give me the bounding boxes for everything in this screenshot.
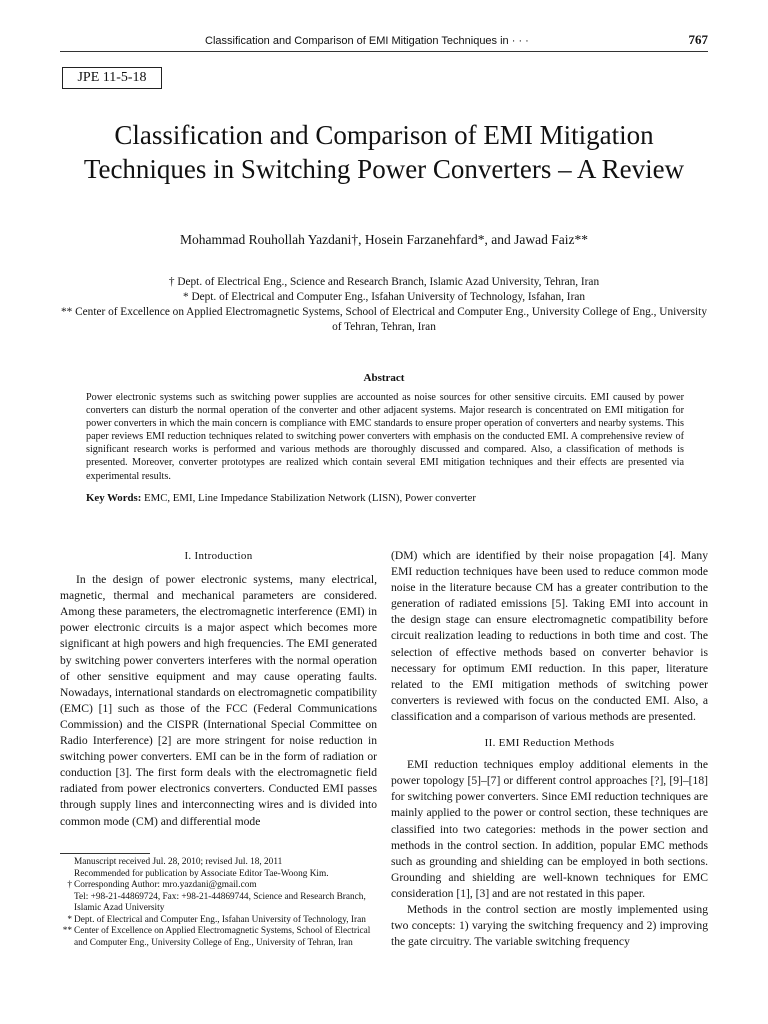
footnote: Tel: +98-21-44869724, Fax: +98-21-44869744, Science and Research Branch, Islamic Azad University bbox=[74, 891, 366, 913]
footnotes bbox=[60, 857, 377, 949]
affiliations bbox=[60, 275, 708, 335]
abstract-heading: Abstract bbox=[363, 372, 405, 384]
paper-title: Classification and Comparison of EMI Mitigation Techniques in Switching Power Converters – A Review bbox=[83, 120, 685, 184]
left-column bbox=[60, 548, 377, 830]
emi-methods-paragraph-1: EMI reduction techniques employ additional elements in the power topology [5]–[7] or different control approaches [?], [9]–[18] for switching power converters. Since EMI reduction techniques are mainly applied to the power or control section, these techniques are classified into two categories: methods in the power section and methods in the control section. In addition, popular EMC methods such as grounding and shielding can be employed in both sections. Grounding and shielding are well-known techniques for EMC consideration [1], [3] and are not restated in this paper. bbox=[391, 758, 708, 900]
intro-paragraph-continued: (DM) which are identified by their noise propagation [4]. Many EMI reduction techniques have been used to reduce common mode noise in the literature because CM has a greater contribution to the generation of radiated emissions [5]. Taking EMI into account in the design stage can ensure electromagnetic compatibility before circuit realization leading to reductions in both time and cost. The selection of effective methods based on converter behavior is necessary for optimum EMI reduction. In this paper, literature related to the EMI mitigation methods of switching power converters is reviewed with focus on the conducted EMI. Also, a classification and a comparison of various methods are presented. bbox=[391, 549, 708, 723]
footnote-rule bbox=[60, 853, 150, 854]
section-heading-emi-reduction: II. EMI Reduction Methods bbox=[484, 737, 615, 750]
running-title: Classification and Comparison of EMI Mitigation Techniques in · · · bbox=[205, 35, 529, 47]
affiliation-3: ** Center of Excellence on Applied Electromagnetic Systems, School of Electrical and Computer Eng., University College of Eng., University of Tehran, Tehran, Iran bbox=[61, 306, 707, 333]
affiliation-1: † Dept. of Electrical Eng., Science and Research Branch, Islamic Azad University, Tehran, Iran bbox=[168, 276, 600, 288]
emi-methods-paragraph-2: Methods in the control section are mostly implemented using two concepts: 1) varying the switching frequency and 2) improving the gate circuitry. The variable switching frequency bbox=[391, 902, 708, 949]
footnote: † Corresponding Author: mro.yazdani@gmail.com bbox=[67, 880, 257, 890]
page-number: 767 bbox=[688, 32, 708, 47]
keywords-text: EMC, EMI, Line Impedance Stabilization Network (LISN), Power converter bbox=[144, 492, 476, 504]
footnote: ** Center of Excellence on Applied Electromagnetic Systems, School of Electrical and Computer Eng., University College of Eng., University of Tehran, Iran bbox=[62, 926, 371, 948]
keywords-label: Key Words: bbox=[86, 492, 142, 504]
footnote: Manuscript received Jul. 28, 2010; revised Jul. 18, 2011 bbox=[74, 857, 283, 867]
footnote: * Dept. of Electrical and Computer Eng., Isfahan University of Technology, Iran bbox=[67, 914, 366, 925]
paper-id-box: JPE 11-5-18 bbox=[62, 67, 162, 89]
affiliation-2: * Dept. of Electrical and Computer Eng., Isfahan University of Technology, Isfahan, Iran bbox=[182, 291, 585, 303]
section-heading-introduction: I. Introduction bbox=[184, 550, 253, 562]
author-list: Mohammad Rouhollah Yazdani†, Hosein Farzanehfard*, and Jawad Faiz** bbox=[180, 232, 588, 247]
abstract-text: Power electronic systems such as switching power supplies are accounted as noise sources for other sensitive circuits. EMI caused by power converters can disturb the normal operation of the converter and other adjacent systems. Major research is concentrated on EMI mitigation for power converters in which the main concern is compliance with EMC standards to ensure proper operation of converters and nearby systems. This paper reviews EMI reduction techniques related to switching power converters with emphasis on the conducted EMI. A comprehensive review of significant research works is performed and various methods are thoroughly discussed and compared. Also, a classification of methods is presented. Moreover, converter prototypes are realized which contain several EMI mitigation techniques and their effects are presented via experimental results. bbox=[86, 392, 684, 482]
intro-paragraph: In the design of power electronic systems, many electrical, magnetic, thermal and mechanical parameters are considered. Among these parameters, the electromagnetic interference (EMI) in power electronic circuits is a major aspect which becomes more significant at high powers and high frequencies. The EMI generated by switching power converters interferes with the normal operation of other sensitive equipment and may cause operating faults. Nowadays, international standards on electromagnetic compatibility (EMC) [1] such as those of the FCC (Federal Communications Commission) and the CISPR (International Special Committee on Radio Interference) [2] are more stringent for noise reduction in switching power converters. EMI can be in the form of radiation or conduction [3]. The first form deals with the electromagnetic field radiated from power electronics converters. Conducted EMI passes through supply lines and interconnecting wires and is divided into common mode (CM) and differential mode bbox=[60, 573, 377, 828]
running-header bbox=[0, 32, 768, 52]
footnote: Recommended for publication by Associate Editor Tae-Woong Kim. bbox=[74, 868, 329, 879]
keywords bbox=[86, 492, 684, 504]
header-rule bbox=[60, 51, 708, 52]
right-column bbox=[391, 548, 708, 950]
